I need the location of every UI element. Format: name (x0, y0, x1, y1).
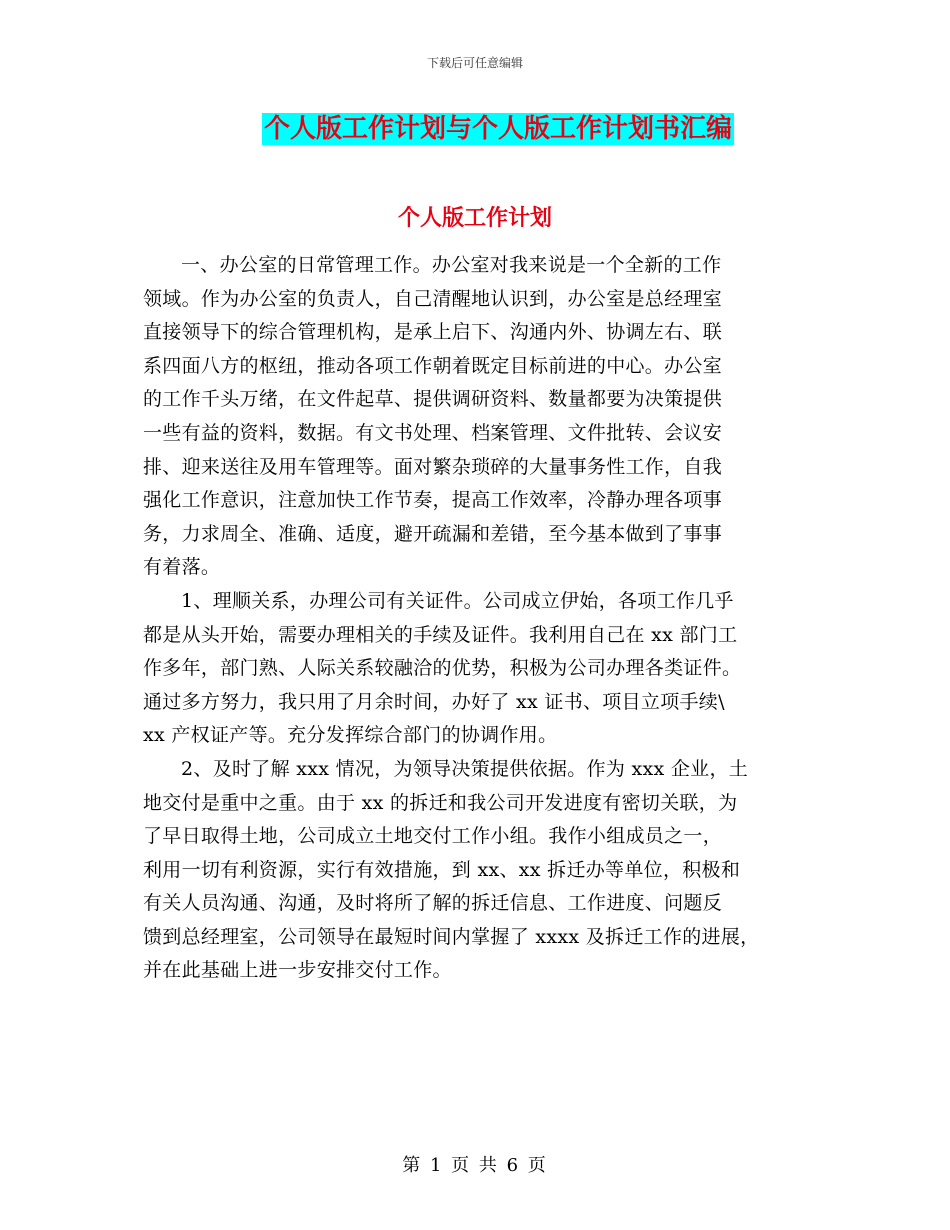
text-line: 作多年，部门熟、人际关系较融洽的优势，积极为公司办理各类证件。 (143, 657, 742, 680)
text-line: 一些有益的资料，数据。有文书处理、档案管理、文件批转、会议安 (143, 421, 723, 444)
text-line: 都是从头开始，需要办理相关的手续及证件。我利用自己在 xx 部门工 (143, 623, 738, 646)
text-line: 1、理顺关系，办理公司有关证件。公司成立伊始，各项工作几乎 (181, 589, 734, 612)
document-body (143, 249, 813, 988)
text-line: 一、办公室的日常管理工作。办公室对我来说是一个全新的工作 (181, 254, 722, 276)
text-line: xx 产权证产等。充分发挥综合部门的协调作用。 (143, 724, 558, 747)
paragraph-3 (143, 753, 813, 988)
text-line: 强化工作意识，注意加快工作节奏，提高工作效率，冷静办理各项事 (143, 489, 723, 512)
text-line: 利用一切有利资源，实行有效措施，到 xx、xx 拆迁办等单位，积极和 (143, 858, 741, 881)
page-number-footer: 第 1 页 共 6 页 (402, 1155, 548, 1176)
text-line: 了早日取得土地，公司成立土地交付工作小组。我作小组成员之一， (143, 825, 723, 848)
text-line: 直接领导下的综合管理机构，是承上启下、沟通内外、协调左右、联 (143, 321, 723, 344)
text-line: 地交付是重中之重。由于 xx 的拆迁和我公司开发进度有密切关联，为 (143, 791, 738, 814)
text-line: 并在此基础上进一步安排交付工作。 (143, 959, 452, 982)
section-title: 个人版工作计划 (397, 205, 552, 231)
document-title-container (0, 113, 950, 145)
text-line: 务，力求周全、准确、适度，避开疏漏和差错，至今基本做到了事事 (143, 522, 723, 545)
text-line: 有关人员沟通、沟通，及时将所了解的拆迁信息、工作进度、问题反 (143, 892, 723, 915)
text-line: 排、迎来送往及用车管理等。面对繁杂琐碎的大量事务性工作，自我 (143, 455, 723, 478)
text-line: 有着落。 (143, 556, 221, 579)
text-line: 通过多方努力，我只用了月余时间，办好了 xx 证书、项目立项手续\ (143, 690, 725, 713)
document-title: 个人版工作计划与个人版工作计划书汇编 (263, 114, 732, 144)
text-line: 领域。作为办公室的负责人，自己清醒地认识到，办公室是总经理室 (143, 287, 723, 310)
text-line: 系四面八方的枢纽，推动各项工作朝着既定目标前进的中心。办公室 (143, 354, 723, 377)
header-note: 下载后可任意编辑 (426, 56, 523, 70)
text-line: 2、及时了解 xxx 情况，为领导决策提供依据。作为 xxx 企业，土 (181, 757, 749, 780)
paragraph-1 (143, 249, 813, 585)
paragraph-2 (143, 585, 813, 753)
text-line: 的工作千头万绪，在文件起草、提供调研资料、数量都要为决策提供 (143, 388, 723, 411)
text-line: 馈到总经理室，公司领导在最短时间内掌握了 xxxx 及拆迁工作的进展， (143, 925, 760, 948)
